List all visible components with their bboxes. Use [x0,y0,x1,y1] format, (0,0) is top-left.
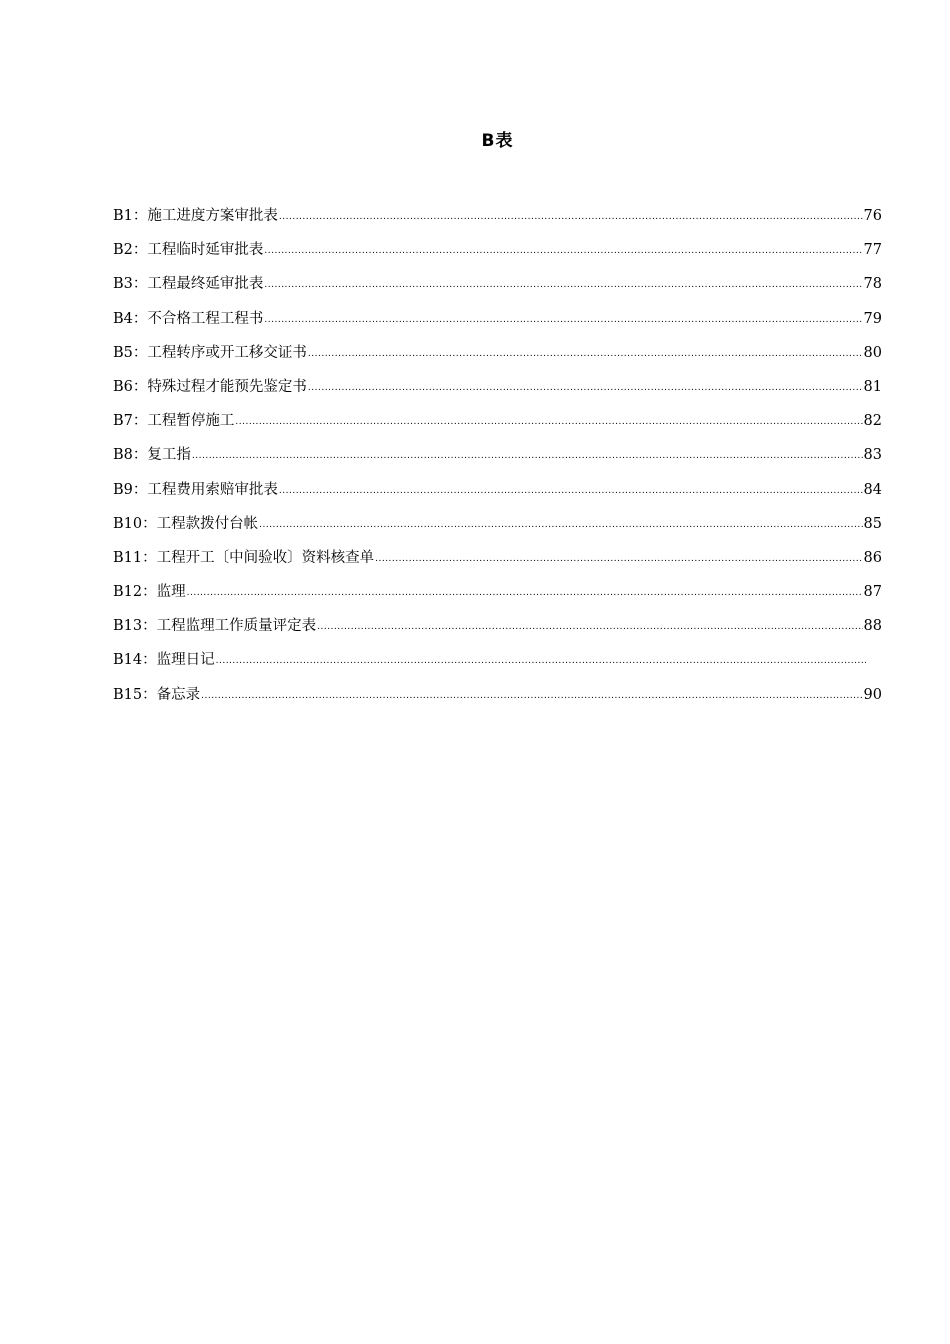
toc-entry-code: B15： [113,686,157,703]
toc-entry-b3[interactable] [113,272,882,306]
toc-entry-b1[interactable] [113,204,882,238]
dot-leader [201,682,862,708]
dot-leader [264,306,862,332]
dot-leader [235,408,862,434]
toc-entry-code: B3： [113,276,148,293]
toc-entry-b9[interactable] [113,478,882,512]
dot-leader [259,511,862,537]
toc-entry-code: B10： [113,515,157,532]
toc-entry-b15[interactable] [113,683,882,717]
toc-entry-page: 88 [863,618,882,635]
toc-entry-b6[interactable] [113,375,882,409]
dot-leader [264,271,862,297]
toc-entry-code: B2： [113,242,148,259]
toc-entry-b10[interactable] [113,512,882,546]
toc-entry-title: 监理 [156,584,186,601]
dot-leader [216,647,866,673]
toc-entry-code: B1： [113,208,148,224]
toc-entry-code: B6： [113,378,148,395]
dot-leader [308,374,863,400]
dot-leader [317,613,862,639]
dot-leader [187,579,863,605]
toc-entry-title: 工程费用索赔审批表 [147,481,278,498]
toc-entry-page: 76 [863,208,882,224]
dot-leader [279,477,863,503]
toc-entry-title: 复工指 [147,447,191,464]
toc-entry-b11[interactable] [113,546,882,580]
toc-entry-code: B5： [113,344,148,361]
toc-entry-code: B12： [113,584,157,601]
toc-entry-title: 工程监理工作质量评定表 [156,618,317,635]
toc-entry-code: B13： [113,618,157,635]
toc-entry-page: 84 [863,481,882,498]
toc-entry-title: 特殊过程才能预先鉴定书 [147,378,307,395]
toc-entry-code: B11： [113,549,157,566]
toc-entry-page: 77 [863,242,882,259]
toc-entry-title: 施工进度方案审批表 [147,208,278,224]
toc-entry-b14[interactable] [113,648,882,682]
toc-entry-page: 79 [863,310,882,327]
toc-entry-b8[interactable] [113,443,882,477]
dot-leader [375,545,862,571]
toc-entry-title: 工程最终延审批表 [147,276,264,293]
toc-entry-page: 90 [863,686,882,703]
toc-entry-code: B4： [113,310,148,327]
toc-entry-code: B7： [113,413,148,430]
toc-entry-b13[interactable] [113,614,882,648]
toc-entry-title: 工程款拨付台帐 [156,515,259,532]
toc-entry-b7[interactable] [113,409,882,443]
toc-entry-b2[interactable] [113,238,882,272]
toc-entry-b4[interactable] [113,307,882,341]
dot-leader [264,237,862,263]
dot-leader [279,203,863,229]
toc-entry-page: 81 [863,378,882,395]
toc-entry-page: 83 [863,447,882,464]
toc-entry-code: B14： [113,652,157,669]
toc-entry-code: B8： [113,447,148,464]
toc-entry-title: 备忘录 [156,686,201,703]
toc-entry-b12[interactable] [113,580,882,614]
toc-entry-page: 82 [863,413,882,430]
table-of-contents [113,204,882,717]
toc-entry-title: 工程开工〔中间验收〕资料核查单 [156,549,375,566]
toc-entry-code: B9： [113,481,148,498]
toc-entry-page: 78 [863,276,882,293]
page-title: B表 [481,131,514,151]
toc-entry-page: 87 [863,584,882,601]
dot-leader [308,340,863,366]
toc-entry-title: 工程转序或开工移交证书 [147,344,307,361]
toc-entry-page: 85 [863,515,882,532]
toc-entry-page: 80 [863,344,882,361]
toc-entry-title: 监理日记 [156,652,215,669]
dot-leader [192,442,863,468]
toc-entry-b5[interactable] [113,341,882,375]
toc-entry-title: 工程暂停施工 [147,413,235,430]
toc-entry-title: 不合格工程工程书 [147,310,264,327]
toc-entry-title: 工程临时延审批表 [147,242,264,259]
toc-entry-page: 86 [863,549,882,566]
